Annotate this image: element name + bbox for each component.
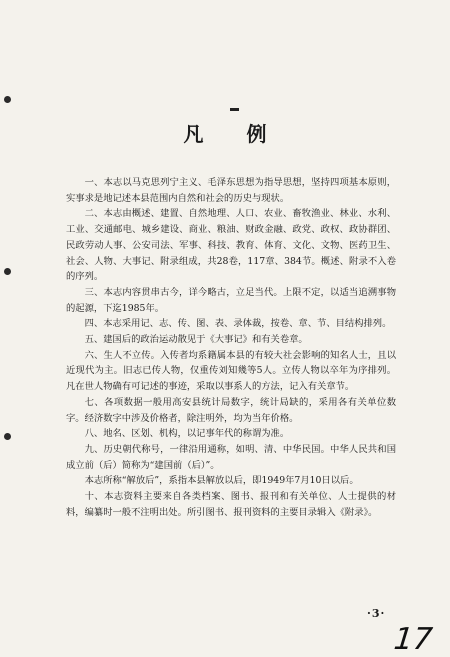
paragraph: 七、各项数据一般用高安县统计局数字，统计局缺的，采用各有关单位数字。经济数字中涉及价格者，除注明外，均为当年价格。 [66,396,396,424]
punch-hole [4,433,11,440]
paragraph: 九、历史朝代称号，一律沿用通称，如明、清、中华民国。中华人民共和国成立前（后）简称为“建国前（后）”。 [66,443,396,471]
page-number: ·3· [367,607,386,620]
punch-hole [4,268,11,275]
paragraph: 四、本志采用记、志、传、图、表、录体裁，按卷、章、节、目结构排列。 [84,318,392,330]
paragraph: 本志所称“解放后”，系指本县解放以后，即1949年7月10日以后。 [84,475,359,487]
paragraph: 六、生人不立传。入传者均系籍属本县的有较大社会影响的知名人士，且以近现代为主。旧志已传人物，仅重传刘知幾等5人。立传人物以卒年为序排列。凡在世人物确有可记述的事迹，采取以事系人的方法，记入有关章节。 [66,349,396,393]
paragraph: 三、本志内容贯串古今，详今略古，立足当代。上限不定，以适当追溯事物的起源，下迄1985年。 [66,286,396,314]
punch-hole [4,96,11,103]
paragraph: 二、本志由概述、建置、自然地理、人口、农业、畜牧渔业、林业、水利、工业、交通邮电、城乡建设、商业、粮油、财政金融、政党、政权、政协群团、民政劳动人事、公安司法、军事、科技、教育、体育、文化、文物、医药卫生、社会、人物、大事记、附录组成，共28卷，117章、384节。概述、附录不入卷的序列。 [66,208,396,283]
paragraph: 八、地名、区划、机构，以记事年代的称谓为准。 [84,428,290,440]
handwritten-note: 17 [392,622,435,657]
paragraph: 十、本志资料主要来自各类档案、图书、报刊和有关单位、人士提供的材料，编纂时一般不注明出处。所引图书、报刊资料的主要目录辑入《附录》。 [66,491,396,518]
document-body [66,175,396,520]
paragraph: 一、本志以马克思列宁主义、毛泽东思想为指导思想，坚持四项基本原则，实事求是地记述本县范围内自然和社会的历史与现状。 [66,177,396,204]
ink-mark [230,108,239,111]
paragraph: 五、建国后的政治运动散见于《大事记》和有关卷章。 [84,334,308,346]
page-title: 凡 例 [183,122,285,146]
